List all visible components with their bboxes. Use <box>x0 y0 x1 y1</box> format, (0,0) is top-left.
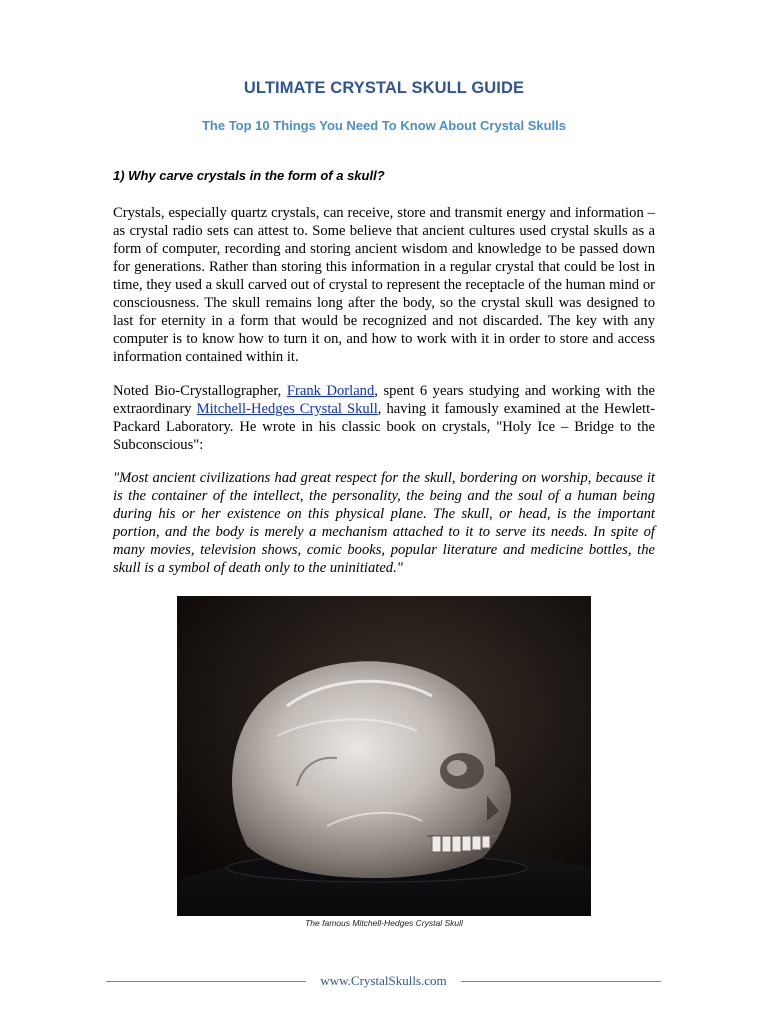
paragraph-dorland <box>113 382 655 454</box>
paragraph-text: , spent 6 years studying and working with the extraordinary <box>113 383 655 417</box>
crystal-skull-photo <box>177 596 591 916</box>
mitchell-hedges-link[interactable]: Mitchell-Hedges Crystal Skull <box>196 401 378 417</box>
quote-paragraph: "Most ancient civilizations had great respect for the skull, bordering on worship, because it is the container of the intellect, the personality, the being and the soul of a human being during his or her existence on this physical plane. The skull, or head, is the important portion, and the body is merely a mechanism attached to it to serve its needs. In spite of many movies, television shows, comic books, popular literature and medicine bottles, the skull is a symbol of death only to the uninitiated." <box>113 470 655 576</box>
document-title: ULTIMATE CRYSTAL SKULL GUIDE <box>243 79 525 97</box>
footer-website: www.CrystalSkulls.com <box>320 973 447 988</box>
paragraph-text: Noted Bio-Crystallographer, <box>113 383 287 399</box>
paragraph-crystals: Crystals, especially quartz crystals, can receive, store and transmit energy and information – as crystal radio sets can attest to. Some believe that ancient cultures used crystal skulls as a form of computer, recording and storing ancient wisdom and knowledge to be passed down for generations. Rather than storing this information in a regular crystal that could be lost in time, they used a skull carved out of crystal to represent the receptacle of the human mind or consciousness. The skull remains long after the body, so the crystal skull was designed to last for eternity in a form that would be recognized and not discarded. The key with any computer is to know how to turn it on, and how to work with it in order to store and access information contained within it. <box>113 205 655 365</box>
document-subtitle: The Top 10 Things You Need To Know About Crystal Skulls <box>201 118 567 133</box>
image-caption: The famous Mitchell-Hedges Crystal Skull <box>305 918 463 928</box>
frank-dorland-link[interactable]: Frank Dorland <box>286 383 375 399</box>
footer-divider-right <box>461 981 661 982</box>
footer-divider-left <box>106 981 306 982</box>
paragraph-text: , having it famously examined at the Hewlett-Packard Laboratory. He wrote in his classic book on crystals, "Holy Ice – Bridge to the Subconscious": <box>113 401 655 453</box>
section-heading: 1) Why carve crystals in the form of a skull? <box>113 168 385 183</box>
